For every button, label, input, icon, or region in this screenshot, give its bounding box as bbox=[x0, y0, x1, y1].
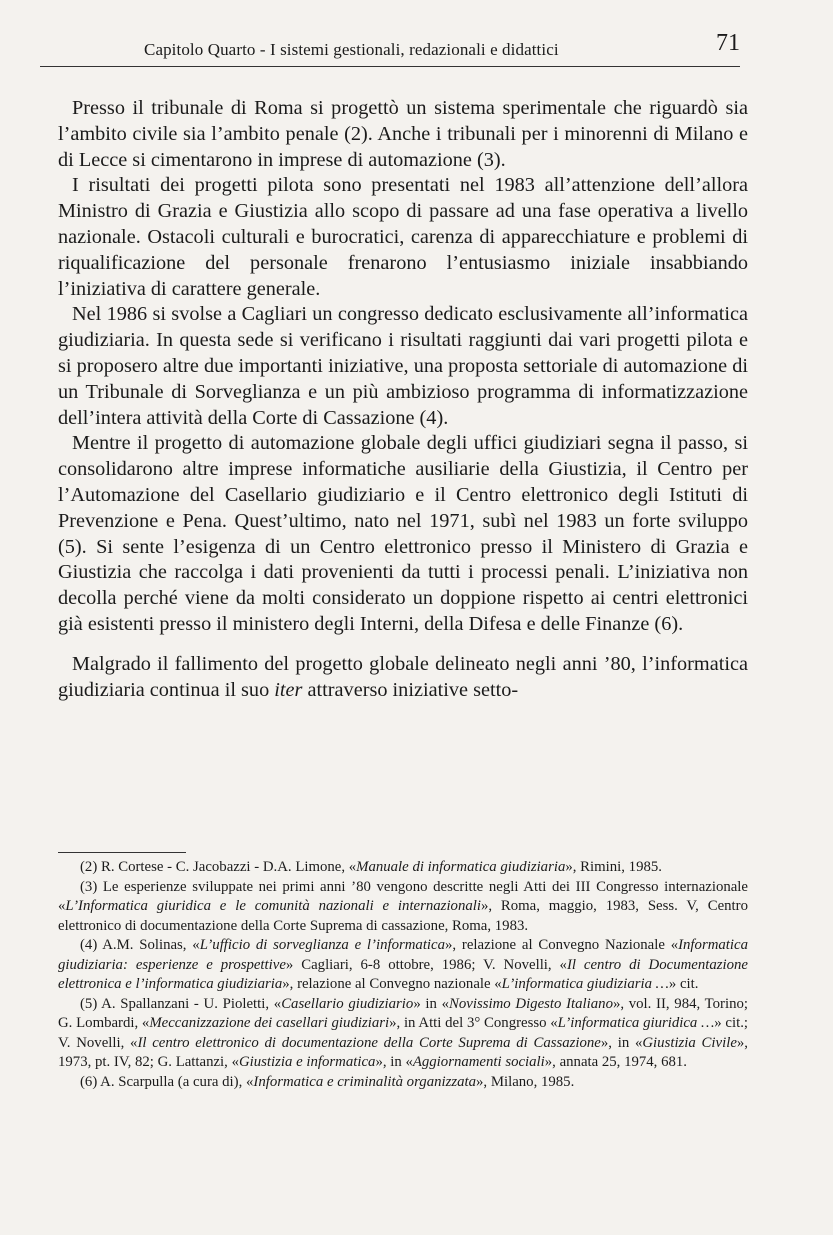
footnotes bbox=[58, 858, 748, 1092]
footnote-text: », in « bbox=[375, 1054, 413, 1070]
footnote-italic-text: Informatica giudiziaria: esperienze e prospettive bbox=[58, 937, 748, 973]
footnote-text: », Rimini, 1985. bbox=[565, 859, 662, 875]
footnote-text: » cit.; V. Novelli, « bbox=[58, 1015, 748, 1051]
footnote-text: » cit. bbox=[668, 976, 699, 992]
footnote-text: (6) A. Scarpulla (a cura di), « bbox=[80, 1073, 254, 1090]
footnote-text: », vol. II, 984, Torino; G. Lombardi, « bbox=[58, 995, 748, 1031]
footnote-italic-text: L’Informatica giuridica e le comunità nazionali e internazionali bbox=[65, 898, 481, 914]
body-text bbox=[58, 96, 748, 703]
footnote-italic-text: Aggiornamenti sociali bbox=[412, 1054, 545, 1070]
footnote-text: (2) R. Cortese - C. Jacobazzi - D.A. Limone, « bbox=[80, 859, 357, 875]
header-rule bbox=[40, 66, 740, 67]
paragraph: Mentre il progetto di automazione globale degli uffici giudiziari segna il passo, si consolidarono altre imprese informatiche ausiliarie della Giustizia, il Centro per l’Automazione del Casellario giudiziario e il Centro elettronico degli Istituti di Prevenzione e Pena. Quest’ultimo, nato nel 1971, subì nel 1983 un forte sviluppo (5). Si sente l’esigenza di un Centro elettronico presso il Ministero di Grazia e Giustizia che raccolga i dati provenienti da tutti i processi penali. L’iniziativa non decolla perché viene da molti considerato un doppione rispetto ai centri elettronici già esistenti presso il ministero degli Interni, della Difesa e delle Finanze (6). bbox=[58, 432, 748, 635]
footnote-rule bbox=[58, 852, 186, 853]
footnote-italic-text: Novissimo Digesto Italiano bbox=[449, 995, 613, 1012]
footnote-italic-text: Casellario giudiziario bbox=[281, 995, 414, 1012]
footnote-text: (5) A. Spallanzani - U. Pioletti, « bbox=[80, 995, 282, 1012]
footnote-italic-text: Informatica e criminalità organizzata bbox=[253, 1073, 477, 1090]
running-head bbox=[40, 30, 740, 64]
footnote-text: », Milano, 1985. bbox=[476, 1073, 575, 1090]
footnote-italic-text: L’ufficio di sorveglianza e l’informatica bbox=[199, 937, 446, 953]
footnote bbox=[58, 858, 748, 878]
footnote bbox=[58, 1073, 748, 1093]
footnote-text: », in « bbox=[600, 1034, 643, 1051]
paragraph-text: Malgrado il fallimento del progetto globale delineato negli anni ’80, l’informatica giudiziaria continua il suo bbox=[58, 652, 748, 701]
footnote-italic-text: Il centro elettronico di documentazione della Corte Suprema di Cassazione bbox=[137, 1034, 601, 1051]
footnote bbox=[58, 995, 748, 1073]
footnote-text: », relazione al Convegno nazionale « bbox=[282, 976, 502, 992]
paragraph: Nel 1986 si svolse a Cagliari un congresso dedicato esclusivamente all’informatica giudiziaria. In questa sede si verificano i risultati raggiunti dai vari progetti pilota e si proposero altre due importanti iniziative, una proposta settoriale di automazione di un Tribunale di Sorveglianza e un più ambizioso programma di informatizzazione dell’intera attività della Corte di Cassazione (4). bbox=[58, 303, 748, 429]
footnote-text: », in Atti del 3° Congresso « bbox=[389, 1015, 558, 1031]
chapter-title: Capitolo Quarto - I sistemi gestionali, redazionali e didattici bbox=[144, 40, 559, 59]
footnote-text: » in « bbox=[413, 995, 450, 1012]
footnote-text: », relazione al Convegno Nazionale « bbox=[445, 937, 679, 953]
footnote-text: », 1973, pt. IV, 82; G. Lattanzi, « bbox=[58, 1034, 749, 1070]
page-number: 71 bbox=[716, 30, 740, 56]
paragraph-text: attraverso iniziative setto- bbox=[302, 678, 519, 701]
footnote-italic-text: Manuale di informatica giudiziaria bbox=[356, 859, 566, 875]
footnote-italic-text: Meccanizzazione dei casellari giudiziari bbox=[149, 1015, 390, 1031]
footnote bbox=[58, 878, 748, 937]
footnote-italic-text: Giustizia Civile bbox=[642, 1034, 737, 1051]
footnote-italic-text: L’informatica giuridica … bbox=[557, 1015, 715, 1031]
footnote-italic-text: L’informatica giudiziaria … bbox=[501, 976, 669, 992]
italic-term: iter bbox=[274, 678, 303, 701]
paragraph bbox=[58, 652, 748, 704]
footnote-italic-text: Giustizia e informatica bbox=[238, 1054, 376, 1070]
paragraph: I risultati dei progetti pilota sono presentati nel 1983 all’attenzione dell’allora Ministro di Grazia e Giustizia allo scopo di passare ad una fase operativa a livello nazionale. Ostacoli culturali e burocratici, carenza di apparecchiature e problemi di riqualificazione del personale frenarono l’entusiasmo iniziale insabbiando l’iniziativa di carattere generale. bbox=[58, 174, 748, 300]
footnote-text: » Cagliari, 6-8 ottobre, 1986; V. Novelli, « bbox=[285, 956, 567, 973]
footnote-text: », annata 25, 1974, 681. bbox=[544, 1054, 687, 1070]
footnote-text: (3) Le esperienze sviluppate nei primi anni ’80 vengono descritte negli Atti dei III Congresso internazionale « bbox=[58, 878, 748, 914]
paragraph: Presso il tribunale di Roma si progettò un sistema sperimentale che riguardò sia l’ambito civile sia l’ambito penale (2). Anche i tribunali per i minorenni di Milano e di Lecce si cimentarono in imprese di automazione (3). bbox=[58, 97, 748, 171]
footnote-italic-text: Il centro di Documentazione elettronica e l’informatica giudiziaria bbox=[58, 956, 749, 992]
footnote-text: », Roma, maggio, 1983, Sess. V, Centro elettronico di documentazione della Corte Suprema di cassazione, Roma, 1983. bbox=[58, 898, 748, 934]
footnote-text: (4) A.M. Solinas, « bbox=[80, 937, 200, 953]
footnote bbox=[58, 936, 748, 995]
